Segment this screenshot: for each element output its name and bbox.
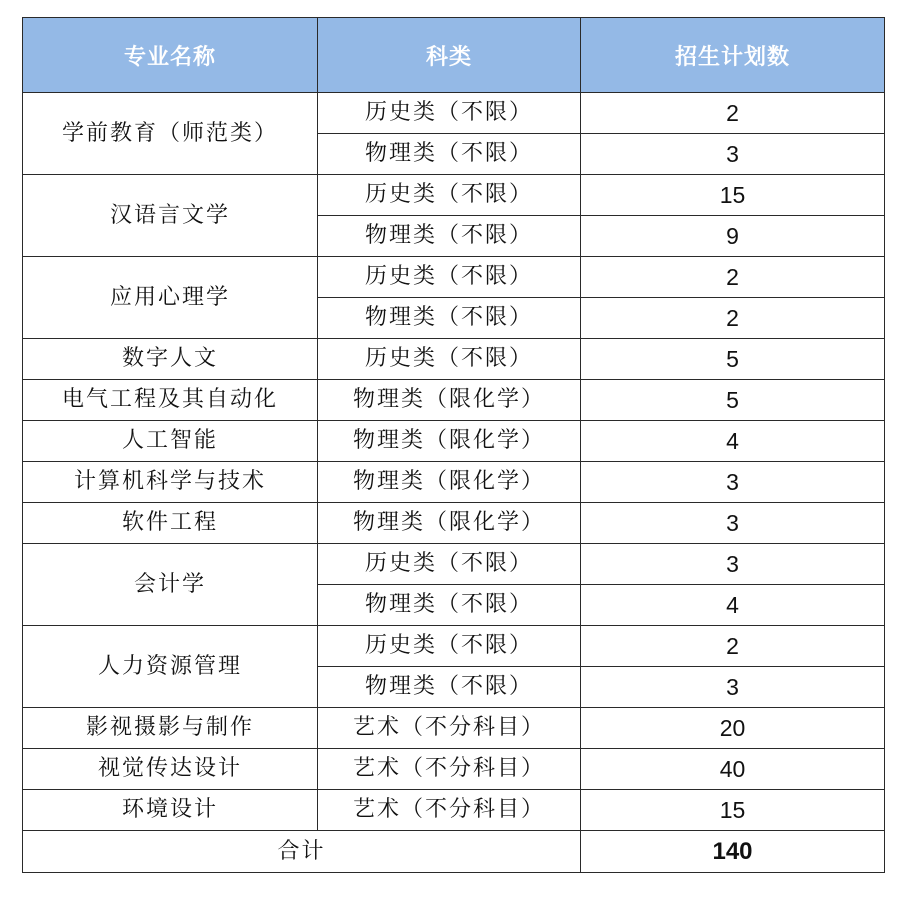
category-cell: 物理类（不限）: [318, 216, 581, 257]
plan-count-cell: 4: [581, 585, 885, 626]
category-cell: 物理类（限化学）: [318, 421, 581, 462]
table-row: [23, 462, 885, 503]
plan-count-cell: 40: [581, 749, 885, 790]
plan-count-cell: 3: [581, 667, 885, 708]
category-cell: 历史类（不限）: [318, 544, 581, 585]
category-cell: 物理类（不限）: [318, 667, 581, 708]
category-cell: 艺术（不分科目）: [318, 790, 581, 831]
category-cell: 艺术（不分科目）: [318, 749, 581, 790]
plan-count-cell: 3: [581, 503, 885, 544]
plan-count-cell: 3: [581, 462, 885, 503]
table-row: [23, 790, 885, 831]
major-cell: 人工智能: [23, 421, 318, 462]
major-cell: 视觉传达设计: [23, 749, 318, 790]
category-cell: 物理类（不限）: [318, 298, 581, 339]
category-cell: 物理类（限化学）: [318, 503, 581, 544]
major-cell: 电气工程及其自动化: [23, 380, 318, 421]
plan-count-cell: 2: [581, 298, 885, 339]
plan-count-cell: 15: [581, 790, 885, 831]
table-row: [23, 257, 885, 298]
major-cell: 影视摄影与制作: [23, 708, 318, 749]
table-row: [23, 503, 885, 544]
plan-count-cell: 2: [581, 93, 885, 134]
table-row: [23, 380, 885, 421]
major-cell: 人力资源管理: [23, 626, 318, 708]
category-cell: 历史类（不限）: [318, 257, 581, 298]
major-cell: 数字人文: [23, 339, 318, 380]
header-major: 专业名称: [23, 18, 318, 93]
table-header-row: [23, 18, 885, 93]
plan-count-cell: 15: [581, 175, 885, 216]
plan-count-cell: 20: [581, 708, 885, 749]
table-row: [23, 544, 885, 585]
category-cell: 物理类（不限）: [318, 134, 581, 175]
major-cell: 学前教育（师范类）: [23, 93, 318, 175]
total-row: [23, 831, 885, 873]
category-cell: 物理类（限化学）: [318, 462, 581, 503]
table-row: [23, 421, 885, 462]
category-cell: 历史类（不限）: [318, 626, 581, 667]
category-cell: 物理类（限化学）: [318, 380, 581, 421]
major-cell: 环境设计: [23, 790, 318, 831]
table-row: [23, 175, 885, 216]
plan-count-cell: 2: [581, 257, 885, 298]
table-row: [23, 708, 885, 749]
table-row: [23, 626, 885, 667]
plan-count-cell: 2: [581, 626, 885, 667]
plan-count-cell: 5: [581, 380, 885, 421]
total-label: 合计: [23, 831, 581, 873]
plan-count-cell: 4: [581, 421, 885, 462]
plan-count-cell: 3: [581, 544, 885, 585]
table-row: [23, 749, 885, 790]
plan-count-cell: 9: [581, 216, 885, 257]
major-cell: 应用心理学: [23, 257, 318, 339]
header-category: 科类: [318, 18, 581, 93]
major-cell: 会计学: [23, 544, 318, 626]
table-row: [23, 93, 885, 134]
major-cell: 软件工程: [23, 503, 318, 544]
category-cell: 历史类（不限）: [318, 93, 581, 134]
major-cell: 计算机科学与技术: [23, 462, 318, 503]
enrollment-plan-table: [22, 17, 885, 873]
category-cell: 艺术（不分科目）: [318, 708, 581, 749]
table-body: [23, 93, 885, 873]
plan-count-cell: 3: [581, 134, 885, 175]
category-cell: 历史类（不限）: [318, 339, 581, 380]
major-cell: 汉语言文学: [23, 175, 318, 257]
category-cell: 物理类（不限）: [318, 585, 581, 626]
plan-count-cell: 5: [581, 339, 885, 380]
total-value: 140: [581, 831, 885, 873]
header-plan-count: 招生计划数: [581, 18, 885, 93]
table-row: [23, 339, 885, 380]
category-cell: 历史类（不限）: [318, 175, 581, 216]
